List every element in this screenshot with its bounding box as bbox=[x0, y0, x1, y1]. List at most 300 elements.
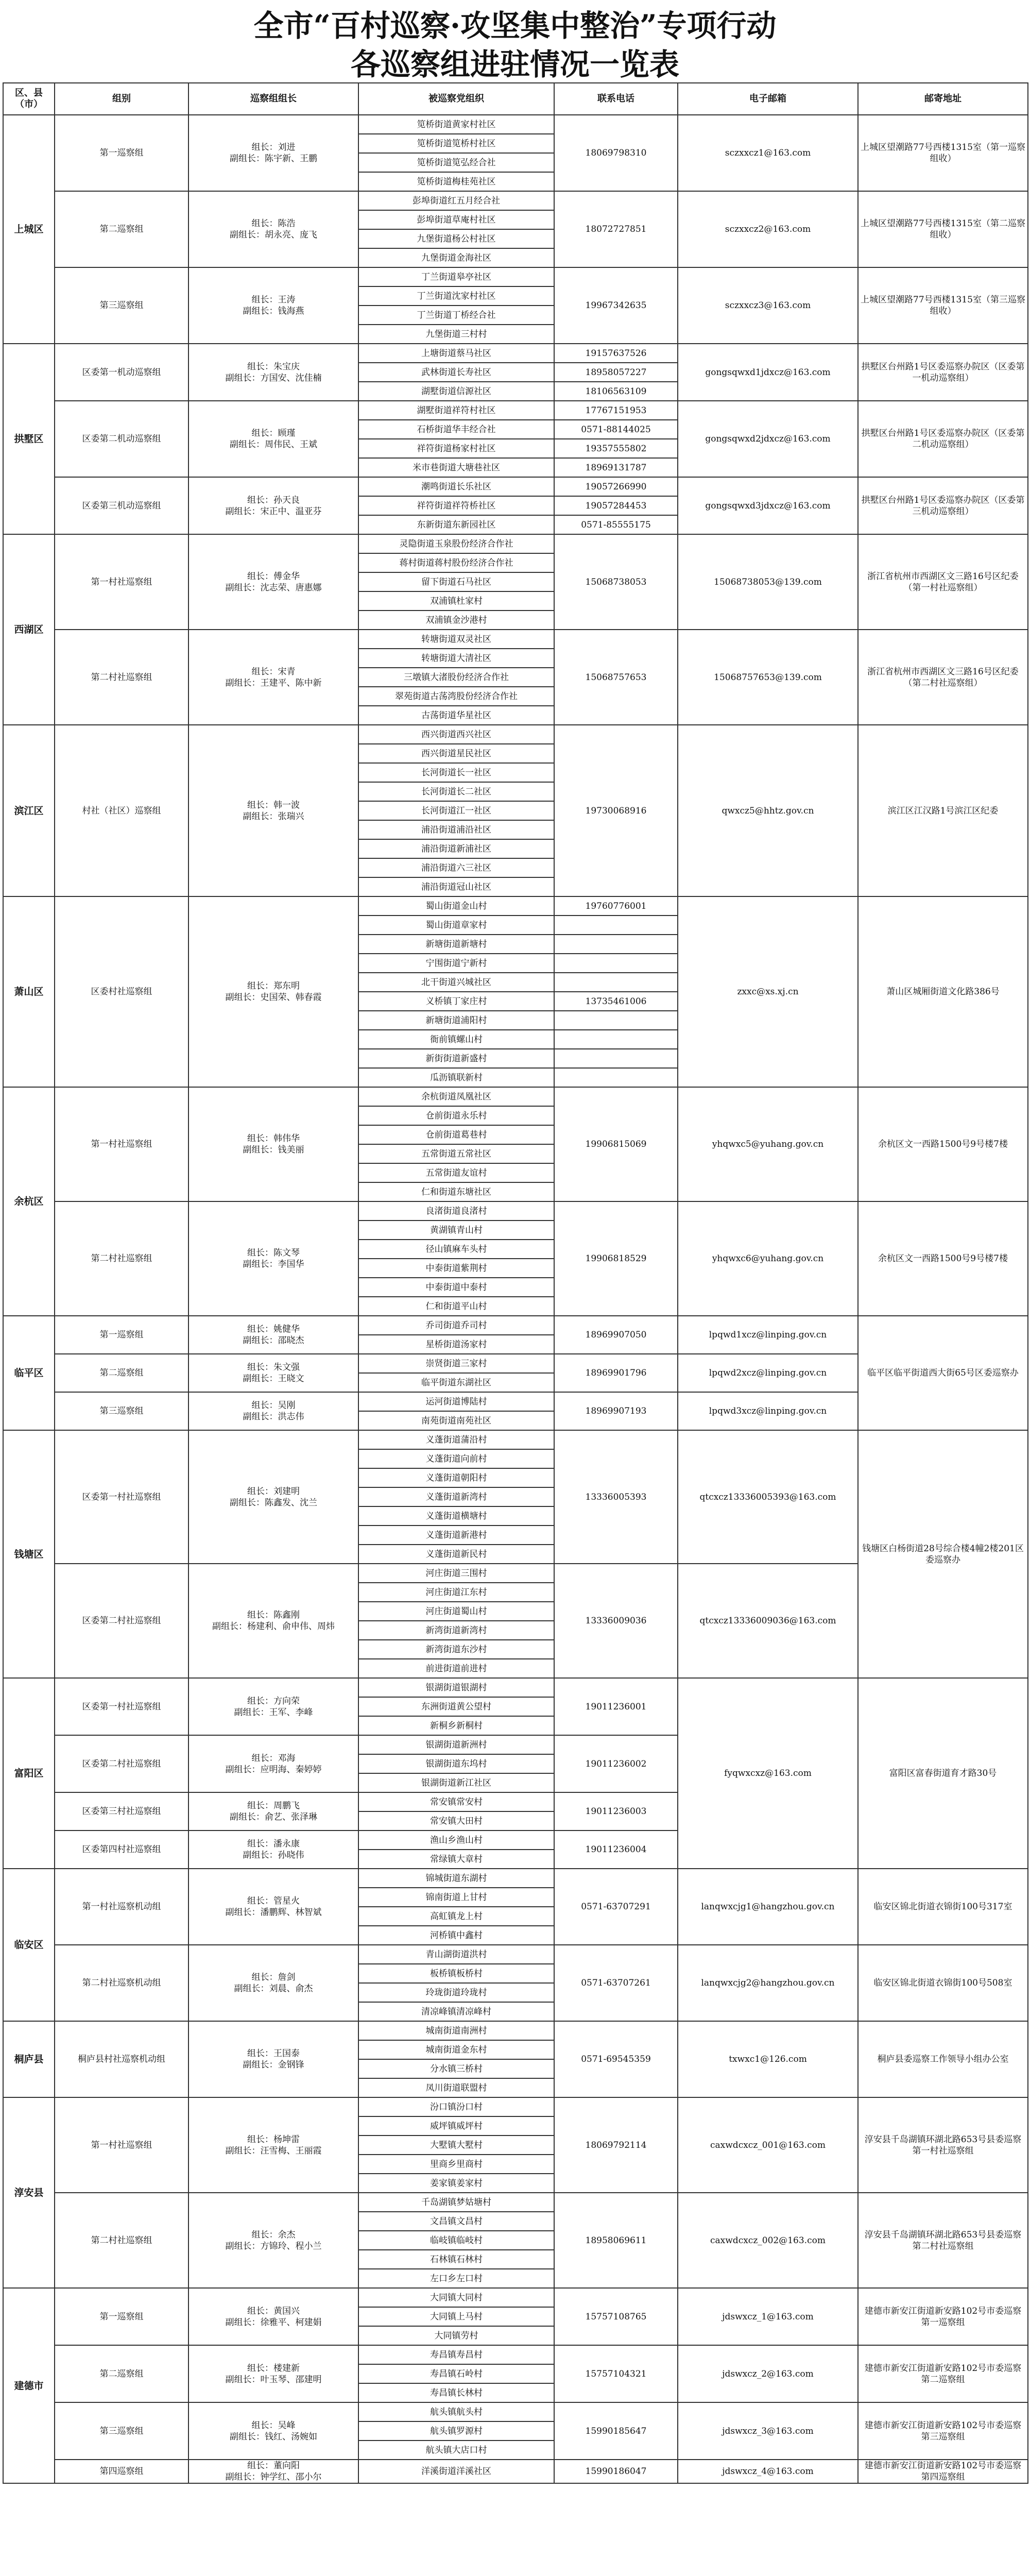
group-name-cell: 第二巡察组 bbox=[55, 191, 188, 267]
table-row bbox=[3, 1678, 1028, 1697]
unit-cell: 蜀山街道金山村 bbox=[358, 896, 554, 916]
phone-cell: 19157637526 bbox=[554, 344, 678, 363]
phone-cell bbox=[554, 916, 678, 935]
unit-cell: 渔山乡渔山村 bbox=[358, 1831, 554, 1850]
header-row bbox=[3, 83, 1028, 115]
unit-cell: 新湾街道东沙村 bbox=[358, 1640, 554, 1659]
leaders-cell: 组长：管星火 副组长：潘鹏辉、林智斌 bbox=[188, 1869, 358, 1945]
address-cell: 淳安县千岛湖镇环湖北路653号县委巡察第一村社巡察组 bbox=[858, 2097, 1028, 2193]
unit-cell: 左口乡左口村 bbox=[358, 2269, 554, 2288]
unit-cell: 航头镇大店口村 bbox=[358, 2441, 554, 2460]
phone-cell: 18069798310 bbox=[554, 115, 678, 191]
unit-cell: 义蓬街道新湾村 bbox=[358, 1487, 554, 1506]
email-cell: gongsqwxd2jdxcz@163.com bbox=[678, 401, 858, 477]
unit-cell: 常安镇常安村 bbox=[358, 1792, 554, 1811]
col-header-group: 组别 bbox=[55, 83, 188, 115]
table-row bbox=[3, 1869, 1028, 1888]
leaders-cell: 组长：余杰 副组长：方锦玲、程小兰 bbox=[188, 2193, 358, 2288]
unit-cell: 锦城街道东湖村 bbox=[358, 1869, 554, 1888]
unit-cell: 中泰街道紫荆村 bbox=[358, 1259, 554, 1278]
table-row bbox=[3, 1430, 1028, 1449]
group-name-cell: 区委第三机动巡察组 bbox=[55, 477, 188, 534]
unit-cell: 上塘街道蔡马社区 bbox=[358, 344, 554, 363]
group-name-cell: 村社（社区）巡察组 bbox=[55, 725, 188, 896]
unit-cell: 湖墅街道祥符村社区 bbox=[358, 401, 554, 420]
email-cell: lanqwxcjg1@hangzhou.gov.cn bbox=[678, 1869, 858, 1945]
unit-cell: 崇贤街道三家村 bbox=[358, 1354, 554, 1373]
table-row bbox=[3, 115, 1028, 134]
address-cell: 余杭区文一西路1500号9号楼7楼 bbox=[858, 1087, 1028, 1201]
district-cell: 滨江区 bbox=[3, 725, 55, 896]
table-row bbox=[3, 725, 1028, 744]
unit-cell: 玲珑街道玲珑村 bbox=[358, 1983, 554, 2002]
table-row bbox=[3, 534, 1028, 553]
leaders-cell: 组长：董向阳 副组长：钟学红、邵小尔 bbox=[188, 2460, 358, 2483]
leaders-cell: 组长：朱宝庆 副组长：方国安、沈佳楠 bbox=[188, 344, 358, 401]
unit-cell: 笕桥街道笕弘经合社 bbox=[358, 153, 554, 172]
unit-cell: 九堡街道金海社区 bbox=[358, 248, 554, 267]
unit-cell: 新塘街道新塘村 bbox=[358, 935, 554, 954]
email-cell: sczxxcz3@163.com bbox=[678, 267, 858, 344]
table-row bbox=[3, 1201, 1028, 1221]
unit-cell: 笕桥街道黄家村社区 bbox=[358, 115, 554, 134]
phone-cell: 19057284453 bbox=[554, 496, 678, 515]
email-cell: lanqwxcjg2@hangzhou.gov.cn bbox=[678, 1945, 858, 2021]
unit-cell: 城南街道金东村 bbox=[358, 2040, 554, 2059]
page-header bbox=[0, 0, 1030, 82]
group-name-cell: 第一村社巡察机动组 bbox=[55, 1869, 188, 1945]
unit-cell: 转塘街道双灵社区 bbox=[358, 630, 554, 649]
email-cell: fyqwxcxz@163.com bbox=[678, 1678, 858, 1869]
address-cell: 建德市新安江街道新安路102号市委巡察第二巡察组 bbox=[858, 2345, 1028, 2402]
unit-cell: 三墩镇大渚股份经济合作社 bbox=[358, 668, 554, 687]
unit-cell: 双浦镇金沙港村 bbox=[358, 611, 554, 630]
group-name-cell: 第四巡察组 bbox=[55, 2460, 188, 2483]
unit-cell: 灵隐街道玉泉股份经济合作社 bbox=[358, 534, 554, 553]
phone-cell: 0571-69545359 bbox=[554, 2021, 678, 2097]
address-cell: 余杭区文一西路1500号9号楼7楼 bbox=[858, 1201, 1028, 1316]
unit-cell: 笕桥街道梅桂苑社区 bbox=[358, 172, 554, 191]
leaders-cell: 组长：刘建明 副组长：陈鑫发、沈兰 bbox=[188, 1430, 358, 1564]
email-cell: qwxcz5@hhtz.gov.cn bbox=[678, 725, 858, 896]
table-row bbox=[3, 630, 1028, 649]
phone-cell: 18958069611 bbox=[554, 2193, 678, 2288]
unit-cell: 寿昌镇石岭村 bbox=[358, 2364, 554, 2383]
phone-cell: 15990186047 bbox=[554, 2460, 678, 2483]
unit-cell: 河桥镇中鑫村 bbox=[358, 1926, 554, 1945]
leaders-cell: 组长：陈鑫刚 副组长：杨建利、俞申伟、周炜 bbox=[188, 1564, 358, 1678]
email-cell: txwxc1@126.com bbox=[678, 2021, 858, 2097]
unit-cell: 乔司街道乔司村 bbox=[358, 1316, 554, 1335]
phone-cell: 15757108765 bbox=[554, 2288, 678, 2345]
unit-cell: 宁围街道宁新村 bbox=[358, 954, 554, 973]
phone-cell: 19011236001 bbox=[554, 1678, 678, 1735]
phone-cell: 17767151953 bbox=[554, 401, 678, 420]
district-cell: 临平区 bbox=[3, 1316, 55, 1430]
unit-cell: 寿昌镇寿昌村 bbox=[358, 2345, 554, 2364]
email-cell: zxxc@xs.xj.cn bbox=[678, 896, 858, 1087]
phone-cell: 19357555802 bbox=[554, 439, 678, 458]
group-name-cell: 区委村社巡察组 bbox=[55, 896, 188, 1087]
unit-cell: 大同镇大同村 bbox=[358, 2288, 554, 2307]
group-name-cell: 第一村社巡察组 bbox=[55, 534, 188, 630]
unit-cell: 米市巷街道大塘巷社区 bbox=[358, 458, 554, 477]
address-cell: 临平区临平街道西大街65号区委巡察办 bbox=[858, 1316, 1028, 1430]
unit-cell: 浦沿街道冠山社区 bbox=[358, 877, 554, 896]
leaders-cell: 组长：詹剑 副组长：刘晨、俞杰 bbox=[188, 1945, 358, 2021]
district-cell: 余杭区 bbox=[3, 1087, 55, 1316]
unit-cell: 河庄街道江东村 bbox=[358, 1583, 554, 1602]
unit-cell: 高虹镇龙上村 bbox=[358, 1907, 554, 1926]
unit-cell: 蒋村街道蒋村股份经济合作社 bbox=[358, 553, 554, 572]
leaders-cell: 组长：黄国兴 副组长：徐雅平、柯建娟 bbox=[188, 2288, 358, 2345]
group-name-cell: 区委第二村社巡察组 bbox=[55, 1735, 188, 1792]
group-name-cell: 桐庐县村社巡察机动组 bbox=[55, 2021, 188, 2097]
group-name-cell: 区委第一村社巡察组 bbox=[55, 1678, 188, 1735]
phone-cell: 0571-88144025 bbox=[554, 420, 678, 439]
unit-cell: 大墅镇大墅村 bbox=[358, 2136, 554, 2155]
col-header-address: 邮寄地址 bbox=[858, 83, 1028, 115]
address-cell: 桐庐县委巡察工作领导小组办公室 bbox=[858, 2021, 1028, 2097]
leaders-cell: 组长：韩一波 副组长：张瑞兴 bbox=[188, 725, 358, 896]
table-row bbox=[3, 2402, 1028, 2421]
unit-cell: 湖墅街道信源社区 bbox=[358, 382, 554, 401]
unit-cell: 五常街道友谊村 bbox=[358, 1163, 554, 1182]
unit-cell: 古荡街道华星社区 bbox=[358, 706, 554, 725]
unit-cell: 义桥镇丁家庄村 bbox=[358, 992, 554, 1011]
phone-cell: 0571-63707261 bbox=[554, 1945, 678, 2021]
page-subtitle: 各巡察组进驻情况一览表 bbox=[350, 47, 679, 82]
phone-cell: 13735461006 bbox=[554, 992, 678, 1011]
group-name-cell: 第一巡察组 bbox=[55, 1316, 188, 1354]
phone-cell: 15757104321 bbox=[554, 2345, 678, 2402]
leaders-cell: 组长：朱文强 副组长：王晓文 bbox=[188, 1354, 358, 1392]
address-cell: 浙江省杭州市西湖区文三路16号区纪委（第二村社巡察组） bbox=[858, 630, 1028, 725]
unit-cell: 义蓬街道蒲沿村 bbox=[358, 1430, 554, 1449]
district-cell: 桐庐县 bbox=[3, 2021, 55, 2097]
leaders-cell: 组长：宋青 副组长：王建平、陈中新 bbox=[188, 630, 358, 725]
leaders-cell: 组长：方向荣 副组长：王军、李峰 bbox=[188, 1678, 358, 1735]
phone-cell bbox=[554, 935, 678, 954]
table-row bbox=[3, 2288, 1028, 2307]
unit-cell: 新湾街道新湾村 bbox=[358, 1621, 554, 1640]
table-row bbox=[3, 2345, 1028, 2364]
unit-cell: 九堡街道杨公村社区 bbox=[358, 229, 554, 248]
address-cell: 萧山区城厢街道文化路386号 bbox=[858, 896, 1028, 1087]
group-name-cell: 第二村社巡察组 bbox=[55, 2193, 188, 2288]
district-cell: 拱墅区 bbox=[3, 344, 55, 534]
unit-cell: 运河街道博陆村 bbox=[358, 1392, 554, 1411]
email-cell: qtcxcz13336009036@163.com bbox=[678, 1564, 858, 1678]
email-cell: jdswxcz_3@163.com bbox=[678, 2402, 858, 2460]
district-cell: 临安区 bbox=[3, 1869, 55, 2021]
address-cell: 淳安县千岛湖镇环湖北路653号县委巡察第二村社巡察组 bbox=[858, 2193, 1028, 2288]
group-name-cell: 第一村社巡察组 bbox=[55, 1087, 188, 1201]
email-cell: yhqwxc6@yuhang.gov.cn bbox=[678, 1201, 858, 1316]
phone-cell: 18969131787 bbox=[554, 458, 678, 477]
unit-cell: 西兴街道西兴社区 bbox=[358, 725, 554, 744]
leaders-cell: 组长：王国泰 副组长：金钢锋 bbox=[188, 2021, 358, 2097]
unit-cell: 航头镇罗源村 bbox=[358, 2421, 554, 2441]
unit-cell: 临岐镇临岐村 bbox=[358, 2231, 554, 2250]
address-cell: 拱墅区台州路1号区委巡察办院区（区委第一机动巡察组） bbox=[858, 344, 1028, 401]
unit-cell: 义蓬街道新港村 bbox=[358, 1526, 554, 1545]
unit-cell: 义蓬街道横塘村 bbox=[358, 1506, 554, 1526]
unit-cell: 南苑街道南苑社区 bbox=[358, 1411, 554, 1430]
phone-cell: 18969907193 bbox=[554, 1392, 678, 1430]
unit-cell: 良渚街道良渚村 bbox=[358, 1201, 554, 1221]
phone-cell: 19967342635 bbox=[554, 267, 678, 344]
unit-cell: 银湖街道东坞村 bbox=[358, 1754, 554, 1773]
unit-cell: 义蓬街道朝阳村 bbox=[358, 1468, 554, 1487]
leaders-cell: 组长：傅金华 副组长：沈志荣、唐惠娜 bbox=[188, 534, 358, 630]
unit-cell: 前进街道前进村 bbox=[358, 1659, 554, 1678]
unit-cell: 丁兰街道沈家村社区 bbox=[358, 286, 554, 306]
phone-cell: 18969901796 bbox=[554, 1354, 678, 1392]
unit-cell: 姜家镇姜家村 bbox=[358, 2174, 554, 2193]
phone-cell: 19906818529 bbox=[554, 1201, 678, 1316]
unit-cell: 北干街道兴城社区 bbox=[358, 973, 554, 992]
unit-cell: 银湖街道银湖村 bbox=[358, 1678, 554, 1697]
group-name-cell: 第二巡察组 bbox=[55, 2345, 188, 2402]
email-cell: lpqwd1xcz@linping.gov.cn bbox=[678, 1316, 858, 1354]
address-cell: 建德市新安江街道新安路102号市委巡察第三巡察组 bbox=[858, 2402, 1028, 2460]
unit-cell: 瓜沥镇联新村 bbox=[358, 1068, 554, 1087]
unit-cell: 航头镇航头村 bbox=[358, 2402, 554, 2421]
leaders-cell: 组长：王涛 副组长：钱海燕 bbox=[188, 267, 358, 344]
district-cell: 淳安县 bbox=[3, 2097, 55, 2288]
address-cell: 浙江省杭州市西湖区文三路16号区纪委（第一村社巡察组） bbox=[858, 534, 1028, 630]
phone-cell: 19011236004 bbox=[554, 1831, 678, 1869]
leaders-cell: 组长：陈浩 副组长：胡永亮、庞飞 bbox=[188, 191, 358, 267]
email-cell: gongsqwxd1jdxcz@163.com bbox=[678, 344, 858, 401]
leaders-cell: 组长：吴峰 副组长：钱红、汤婉如 bbox=[188, 2402, 358, 2460]
district-cell: 钱塘区 bbox=[3, 1430, 55, 1678]
table-body bbox=[3, 115, 1028, 2483]
unit-cell: 中泰街道中泰村 bbox=[358, 1278, 554, 1297]
phone-cell: 18958057227 bbox=[554, 363, 678, 382]
unit-cell: 大同镇劳村 bbox=[358, 2326, 554, 2345]
group-name-cell: 第二村社巡察组 bbox=[55, 630, 188, 725]
phone-cell bbox=[554, 1030, 678, 1049]
email-cell: yhqwxc5@yuhang.gov.cn bbox=[678, 1087, 858, 1201]
unit-cell: 大同镇上马村 bbox=[358, 2307, 554, 2326]
col-header-phone: 联系电话 bbox=[554, 83, 678, 115]
unit-cell: 浦沿街道六三社区 bbox=[358, 858, 554, 877]
col-header-unit: 被巡察党组织 bbox=[358, 83, 554, 115]
group-name-cell: 第三巡察组 bbox=[55, 2402, 188, 2460]
unit-cell: 锦南街道上甘村 bbox=[358, 1888, 554, 1907]
phone-cell: 0571-63707291 bbox=[554, 1869, 678, 1945]
phone-cell: 18106563109 bbox=[554, 382, 678, 401]
email-cell: gongsqwxd3jdxcz@163.com bbox=[678, 477, 858, 534]
unit-cell: 西兴街道星民社区 bbox=[358, 744, 554, 763]
address-cell: 建德市新安江街道新安路102号市委巡察第一巡察组 bbox=[858, 2288, 1028, 2345]
district-cell: 建德市 bbox=[3, 2288, 55, 2483]
email-cell: sczxxcz1@163.com bbox=[678, 115, 858, 191]
phone-cell: 15990185647 bbox=[554, 2402, 678, 2460]
unit-cell: 文昌镇文昌村 bbox=[358, 2212, 554, 2231]
group-name-cell: 第三巡察组 bbox=[55, 267, 188, 344]
unit-cell: 银湖街道新洲村 bbox=[358, 1735, 554, 1754]
unit-cell: 浦沿街道新浦社区 bbox=[358, 839, 554, 858]
phone-cell bbox=[554, 954, 678, 973]
phone-cell bbox=[554, 1049, 678, 1068]
group-name-cell: 区委第四村社巡察组 bbox=[55, 1831, 188, 1869]
unit-cell: 黄湖镇青山村 bbox=[358, 1221, 554, 1240]
unit-cell: 东新街道东新园社区 bbox=[358, 515, 554, 534]
district-cell: 上城区 bbox=[3, 115, 55, 344]
unit-cell: 洋溪街道洋溪社区 bbox=[358, 2460, 554, 2483]
address-cell: 建德市新安江街道新安路102号市委巡察第四巡察组 bbox=[858, 2460, 1028, 2483]
group-name-cell: 第一巡察组 bbox=[55, 115, 188, 191]
unit-cell: 银湖街道新江社区 bbox=[358, 1773, 554, 1792]
unit-cell: 石林镇石林村 bbox=[358, 2250, 554, 2269]
district-cell: 西湖区 bbox=[3, 534, 55, 725]
unit-cell: 汾口镇汾口村 bbox=[358, 2097, 554, 2116]
unit-cell: 潮鸣街道长乐社区 bbox=[358, 477, 554, 496]
phone-cell bbox=[554, 1068, 678, 1087]
unit-cell: 仁和街道东塘社区 bbox=[358, 1182, 554, 1201]
group-name-cell: 第二村社巡察机动组 bbox=[55, 1945, 188, 2021]
address-cell: 临安区锦北街道衣锦街100号508室 bbox=[858, 1945, 1028, 2021]
address-cell: 拱墅区台州路1号区委巡察办院区（区委第三机动巡察组） bbox=[858, 477, 1028, 534]
unit-cell: 河庄街道三围村 bbox=[358, 1564, 554, 1583]
unit-cell: 彭埠街道草庵村社区 bbox=[358, 210, 554, 229]
email-cell: jdswxcz_2@163.com bbox=[678, 2345, 858, 2402]
unit-cell: 长河街道长二社区 bbox=[358, 782, 554, 801]
table-row bbox=[3, 2193, 1028, 2212]
leaders-cell: 组长：郑东明 副组长：史国荣、韩春霞 bbox=[188, 896, 358, 1087]
col-header-email: 电子邮箱 bbox=[678, 83, 858, 115]
table-row bbox=[3, 267, 1028, 286]
leaders-cell: 组长：吴刚 副组长：洪志伟 bbox=[188, 1392, 358, 1430]
table-row bbox=[3, 2460, 1028, 2483]
address-cell: 富阳区富春街道育才路30号 bbox=[858, 1678, 1028, 1869]
table-row bbox=[3, 401, 1028, 420]
leaders-cell: 组长：姚健华 副组长：邵晓杰 bbox=[188, 1316, 358, 1354]
unit-cell: 仁和街道平山村 bbox=[358, 1297, 554, 1316]
group-name-cell: 第二巡察组 bbox=[55, 1354, 188, 1392]
phone-cell bbox=[554, 1011, 678, 1030]
unit-cell: 凤川街道联盟村 bbox=[358, 2078, 554, 2097]
leaders-cell: 组长：顾瑾 副组长：周伟民、王斌 bbox=[188, 401, 358, 477]
unit-cell: 双浦镇杜家村 bbox=[358, 591, 554, 611]
leaders-cell: 组长：周鹏飞 副组长：俞艺、张泽琳 bbox=[188, 1792, 358, 1831]
unit-cell: 石桥街道华丰经合社 bbox=[358, 420, 554, 439]
unit-cell: 河庄街道蜀山村 bbox=[358, 1602, 554, 1621]
unit-cell: 祥符街道杨家村社区 bbox=[358, 439, 554, 458]
unit-cell: 新桐乡新桐村 bbox=[358, 1716, 554, 1735]
unit-cell: 城南街道南洲村 bbox=[358, 2021, 554, 2040]
unit-cell: 板桥镇板桥村 bbox=[358, 1964, 554, 1983]
table-row bbox=[3, 896, 1028, 916]
unit-cell: 千岛湖镇梦姑塘村 bbox=[358, 2193, 554, 2212]
group-name-cell: 第一村社巡察组 bbox=[55, 2097, 188, 2193]
unit-cell: 仓前街道葛巷村 bbox=[358, 1125, 554, 1144]
phone-cell: 0571-85555175 bbox=[554, 515, 678, 534]
unit-cell: 东洲街道黄公望村 bbox=[358, 1697, 554, 1716]
email-cell: 15068738053@139.com bbox=[678, 534, 858, 630]
phone-cell: 19760776001 bbox=[554, 896, 678, 916]
group-name-cell: 第三巡察组 bbox=[55, 1392, 188, 1430]
email-cell: jdswxcz_1@163.com bbox=[678, 2288, 858, 2345]
unit-cell: 丁兰街道丁桥经合社 bbox=[358, 306, 554, 325]
phone-cell: 19906815069 bbox=[554, 1087, 678, 1201]
email-cell: sczxxcz2@163.com bbox=[678, 191, 858, 267]
unit-cell: 余杭街道凤凰社区 bbox=[358, 1087, 554, 1106]
col-header-leaders: 巡察组组长 bbox=[188, 83, 358, 115]
phone-cell: 13336009036 bbox=[554, 1564, 678, 1678]
phone-cell: 19011236002 bbox=[554, 1735, 678, 1792]
unit-cell: 浦沿街道浦沿社区 bbox=[358, 820, 554, 839]
phone-cell: 13336005393 bbox=[554, 1430, 678, 1564]
leaders-cell: 组长：韩伟华 副组长：钱美丽 bbox=[188, 1087, 358, 1201]
unit-cell: 里商乡里商村 bbox=[358, 2155, 554, 2174]
table-row bbox=[3, 2097, 1028, 2116]
group-name-cell: 区委第二机动巡察组 bbox=[55, 401, 188, 477]
leaders-cell: 组长：刘进 副组长：陈宇新、王鹏 bbox=[188, 115, 358, 191]
table-row bbox=[3, 1316, 1028, 1335]
unit-cell: 彭埠街道红五月经合社 bbox=[358, 191, 554, 210]
address-cell: 拱墅区台州路1号区委巡察办院区（区委第二机动巡察组） bbox=[858, 401, 1028, 477]
unit-cell: 星桥街道汤家村 bbox=[358, 1335, 554, 1354]
email-cell: qtcxcz13336005393@163.com bbox=[678, 1430, 858, 1564]
leaders-cell: 组长：邓海 副组长：应明海、秦婷婷 bbox=[188, 1735, 358, 1792]
unit-cell: 衙前镇螺山村 bbox=[358, 1030, 554, 1049]
email-cell: caxwdcxcz_002@163.com bbox=[678, 2193, 858, 2288]
district-cell: 萧山区 bbox=[3, 896, 55, 1087]
leaders-cell: 组长：楼建新 副组长：叶玉琴、邵建明 bbox=[188, 2345, 358, 2402]
group-name-cell: 第二村社巡察组 bbox=[55, 1201, 188, 1316]
phone-cell: 19730068916 bbox=[554, 725, 678, 896]
unit-cell: 威坪镇威坪村 bbox=[358, 2116, 554, 2136]
unit-cell: 常安镇大田村 bbox=[358, 1811, 554, 1831]
unit-cell: 新塘街道浦阳村 bbox=[358, 1011, 554, 1030]
inspection-table bbox=[3, 82, 1028, 2484]
unit-cell: 祥符街道祥符桥社区 bbox=[358, 496, 554, 515]
address-cell: 钱塘区白杨街道28号综合楼4幢2楼201区委巡察办 bbox=[858, 1430, 1028, 1678]
unit-cell: 分水镇三桥村 bbox=[358, 2059, 554, 2078]
table-row bbox=[3, 1087, 1028, 1106]
unit-cell: 长河街道长一社区 bbox=[358, 763, 554, 782]
phone-cell: 15068757653 bbox=[554, 630, 678, 725]
group-name-cell: 区委第三村社巡察组 bbox=[55, 1792, 188, 1831]
unit-cell: 蜀山街道章家村 bbox=[358, 916, 554, 935]
email-cell: jdswxcz_4@163.com bbox=[678, 2460, 858, 2483]
unit-cell: 翠苑街道古荡湾股份经济合作社 bbox=[358, 687, 554, 706]
unit-cell: 笕桥街道笕桥村社区 bbox=[358, 134, 554, 153]
unit-cell: 常绿镇大章村 bbox=[358, 1850, 554, 1869]
unit-cell: 仓前街道永乐村 bbox=[358, 1106, 554, 1125]
unit-cell: 转塘街道大清社区 bbox=[358, 649, 554, 668]
leaders-cell: 组长：潘永康 副组长：孙晓伟 bbox=[188, 1831, 358, 1869]
address-cell: 上城区望潮路77号西楼1315室（第二巡察组收） bbox=[858, 191, 1028, 267]
email-cell: lpqwd2xcz@linping.gov.cn bbox=[678, 1354, 858, 1392]
table-row bbox=[3, 191, 1028, 210]
unit-cell: 武林街道长寿社区 bbox=[358, 363, 554, 382]
unit-cell: 寿昌镇长林村 bbox=[358, 2383, 554, 2402]
email-cell: lpqwd3xcz@linping.gov.cn bbox=[678, 1392, 858, 1430]
phone-cell: 18069792114 bbox=[554, 2097, 678, 2193]
unit-cell: 长河街道江一社区 bbox=[358, 801, 554, 820]
address-cell: 上城区望潮路77号西楼1315室（第三巡察组收） bbox=[858, 267, 1028, 344]
address-cell: 上城区望潮路77号西楼1315室（第一巡察组收） bbox=[858, 115, 1028, 191]
unit-cell: 九堡街道三村村 bbox=[358, 325, 554, 344]
table-row bbox=[3, 1945, 1028, 1964]
leaders-cell: 组长：孙天良 副组长：宋正中、温亚芬 bbox=[188, 477, 358, 534]
col-header-district: 区、县（市） bbox=[3, 83, 55, 115]
